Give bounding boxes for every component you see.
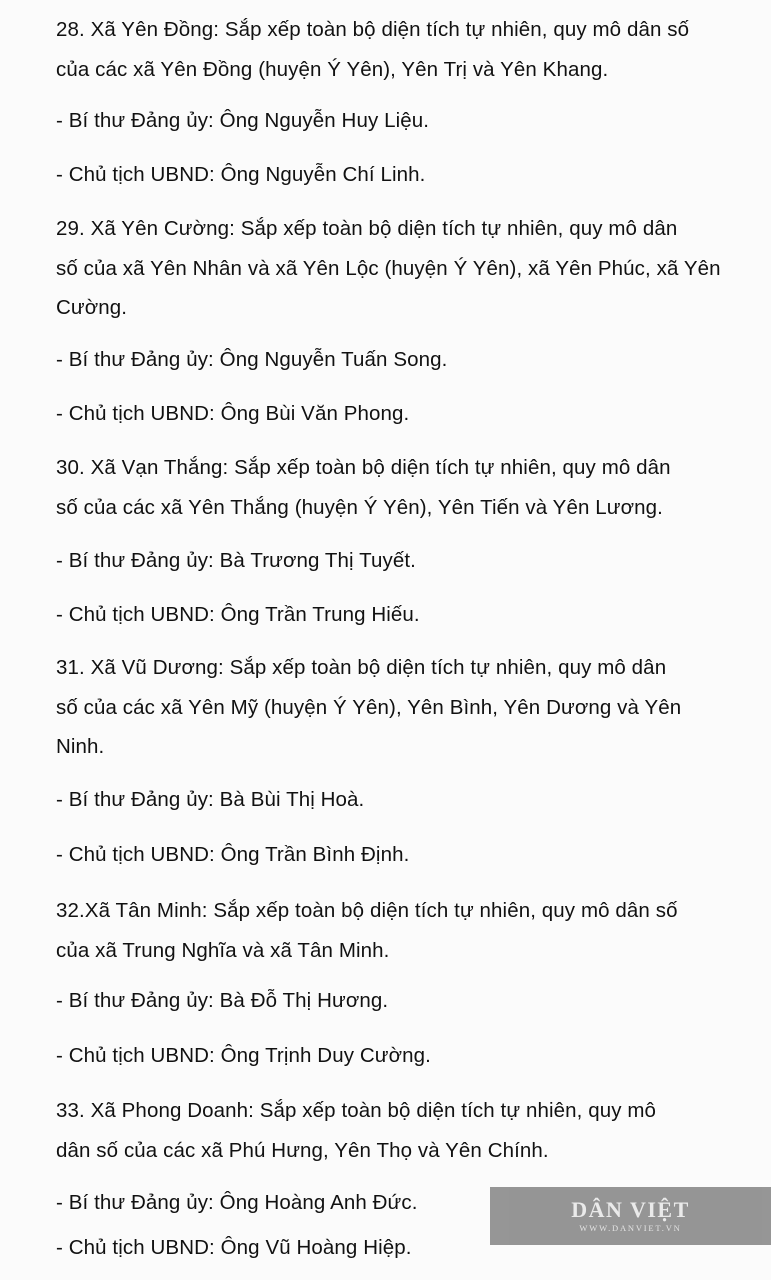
paragraph-party-secretary <box>56 340 736 380</box>
paragraph-party-secretary <box>56 101 736 141</box>
text-line: 32.Xã Tân Minh: Sắp xếp toàn bộ diện tích tự nhiên, quy mô dân số <box>56 899 678 922</box>
text-line: - Bí thư Đảng ủy: Ông Nguyễn Tuấn Song. <box>56 348 448 371</box>
text-line: - Chủ tịch UBND: Ông Trần Trung Hiếu. <box>56 603 420 626</box>
text-line: - Chủ tịch UBND: Ông Vũ Hoàng Hiệp. <box>56 1236 412 1259</box>
text-line: - Bí thư Đảng ủy: Bà Đỗ Thị Hương. <box>56 989 389 1012</box>
text-line: - Bí thư Đảng ủy: Bà Trương Thị Tuyết. <box>56 549 416 572</box>
paragraph-party-secretary <box>56 780 736 820</box>
text-line: của xã Trung Nghĩa và xã Tân Minh. <box>56 938 390 962</box>
paragraph-commune-30 <box>56 448 736 527</box>
paragraph-commune-29 <box>56 209 736 328</box>
text-line: - Chủ tịch UBND: Ông Nguyễn Chí Linh. <box>56 163 426 186</box>
text-line: số của các xã Yên Mỹ (huyện Ý Yên), Yên Bình, Yên Dương và Yên <box>56 695 682 719</box>
watermark-url: WWW.DANVIET.VN <box>579 1222 682 1233</box>
text-line: - Bí thư Đảng ủy: Ông Nguyễn Huy Liệu. <box>56 109 430 132</box>
text-line: - Chủ tịch UBND: Ông Bùi Văn Phong. <box>56 402 410 425</box>
text-line: 28. Xã Yên Đồng: Sắp xếp toàn bộ diện tích tự nhiên, quy mô dân số <box>56 18 690 41</box>
text-line: số của các xã Yên Thắng (huyện Ý Yên), Yên Tiến và Yên Lương. <box>56 495 663 519</box>
text-line: dân số của các xã Phú Hưng, Yên Thọ và Yên Chính. <box>56 1138 549 1162</box>
paragraph-chairman <box>56 1036 736 1076</box>
text-line: số của xã Yên Nhân và xã Yên Lộc (huyện Ý Yên), xã Yên Phúc, xã Yên <box>56 256 721 280</box>
text-line: 31. Xã Vũ Dương: Sắp xếp toàn bộ diện tích tự nhiên, quy mô dân <box>56 656 667 679</box>
paragraph-chairman <box>56 394 736 434</box>
text-line: 30. Xã Vạn Thắng: Sắp xếp toàn bộ diện tích tự nhiên, quy mô dân <box>56 456 671 479</box>
text-line: của các xã Yên Đồng (huyện Ý Yên), Yên Trị và Yên Khang. <box>56 57 609 81</box>
paragraph-party-secretary <box>56 981 736 1021</box>
paragraph-commune-28 <box>56 10 736 89</box>
text-line: Ninh. <box>56 735 105 758</box>
text-line: - Bí thư Đảng ủy: Bà Bùi Thị Hoà. <box>56 788 365 811</box>
watermark-brand: DÂN VIỆT <box>571 1196 690 1222</box>
text-line: - Chủ tịch UBND: Ông Trịnh Duy Cường. <box>56 1044 431 1067</box>
text-line: - Chủ tịch UBND: Ông Trần Bình Định. <box>56 843 410 866</box>
paragraph-commune-32 <box>56 891 736 970</box>
dan-viet-watermark <box>490 1187 771 1245</box>
paragraph-party-secretary <box>56 541 736 581</box>
paragraph-chairman <box>56 595 736 635</box>
text-line: 33. Xã Phong Doanh: Sắp xếp toàn bộ diện tích tự nhiên, quy mô <box>56 1099 657 1122</box>
text-line: Cường. <box>56 296 128 319</box>
paragraph-commune-33 <box>56 1091 736 1170</box>
paragraph-chairman <box>56 155 736 195</box>
text-line: - Bí thư Đảng ủy: Ông Hoàng Anh Đức. <box>56 1191 418 1214</box>
paragraph-chairman <box>56 835 736 875</box>
paragraph-commune-31 <box>56 648 736 767</box>
text-line: 29. Xã Yên Cường: Sắp xếp toàn bộ diện tích tự nhiên, quy mô dân <box>56 217 678 240</box>
